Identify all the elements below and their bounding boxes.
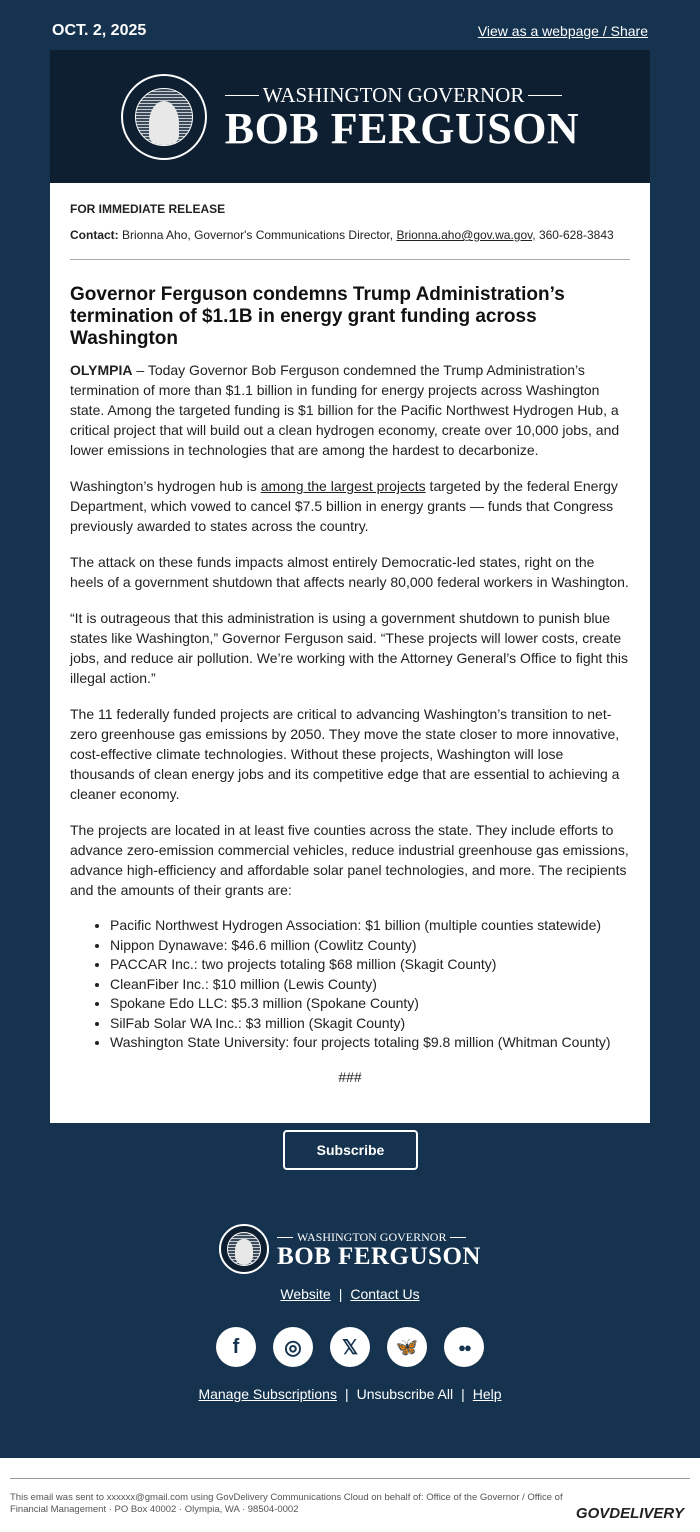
paragraph-2 — [70, 476, 630, 536]
paragraph-text: – Today Governor Bob Ferguson condemned the Trump Administration’s termination of more than $1.1 billion in funding for energy projects across Washington state. Among the targeted funding is $1 billion for the Pacific Northwest Hydrogen Hub, a critical project that will build out a clean hydrogen economy, create over 10,000 jobs, and lower emissions in technologies that are among the hardest to decarbonize. — [70, 362, 620, 458]
brand-name: BOB FERGUSON — [224, 104, 580, 153]
separator: | — [338, 1286, 343, 1302]
manage-subscriptions-link[interactable]: Manage Subscriptions — [198, 1386, 337, 1402]
brand-logo — [224, 83, 580, 153]
bluesky-icon[interactable]: 🦋 — [387, 1327, 427, 1367]
brand-subtitle: WASHINGTON GOVERNOR — [225, 83, 579, 108]
list-item: • Spokane Edo LLC: $5.3 million (Spokane County) — [110, 994, 630, 1014]
paragraph-3: The attack on these funds impacts almost entirely Democratic-led states, right on the heels of a government shutdown that affects nearly 80,000 federal workers in Washington. — [70, 554, 629, 590]
brand-name: BOB FERGUSON — [277, 1242, 481, 1270]
paragraph-text: Washington’s hydrogen hub is — [70, 478, 261, 494]
paragraph-5: The 11 federally funded projects are critical to advancing Washington’s transition to net-zero greenhouse gas emissions by 2050. They move the state closer to more innovative, cost-effective climate technologies. Without these projects, Washington will lose thousands of clean energy jobs and its competitive edge that are essential to achieving a cleaner economy. — [70, 706, 620, 802]
contact-line — [70, 225, 630, 245]
separator: | — [461, 1386, 465, 1402]
facebook-icon[interactable]: f — [216, 1327, 256, 1367]
list-item: • Pacific Northwest Hydrogen Association: $1 billion (multiple counties statewide) — [110, 916, 630, 936]
separator: | — [344, 1386, 349, 1402]
header-banner — [50, 50, 650, 183]
paragraph-text: targeted by the federal Energy Department, which vowed to cancel $7.5 billion in energy grants — funds that Congress previously awarded to states across the country. — [70, 478, 618, 534]
website-link[interactable]: Website — [280, 1286, 331, 1302]
divider — [70, 259, 630, 260]
help-link[interactable]: Help — [472, 1386, 502, 1402]
contact-email-link[interactable]: Brionna.aho@gov.wa.gov, — [396, 228, 536, 242]
social-links — [0, 1327, 700, 1367]
contact-text: Brionna Aho, Governor's Communications Director, — [122, 228, 394, 242]
list-item: • PACCAR Inc.: two projects totaling $68 million (Skagit County) — [110, 955, 630, 975]
list-item: • Washington State University: four projects totaling $9.8 million (Whitman County) — [110, 1033, 630, 1053]
legal-text: This email was sent to xxxxxx@gmail.com using GovDelivery Communications Cloud on behalf of: Office of the Governor / Office of Financial Management · PO Box 40002 · Olympia, WA · 98504-0002 — [10, 1492, 563, 1515]
list-item: • CleanFiber Inc.: $10 million (Lewis County) — [110, 975, 630, 995]
x-icon[interactable]: 𝕏 — [330, 1327, 370, 1367]
contact-phone: 360-628-3843 — [538, 228, 614, 242]
article-title: Governor Ferguson condemns Trump Administration’s termination of $1.1B in energy grant funding across Washington — [70, 284, 565, 349]
largest-projects-link[interactable]: among the largest projects — [260, 478, 426, 494]
state-seal-logo — [219, 1224, 269, 1274]
footer-links — [0, 1286, 700, 1302]
list-item: • Nippon Dynawave: $46.6 million (Cowlitz County) — [110, 936, 630, 956]
contact-label: Contact: — [70, 228, 119, 242]
dateline: OLYMPIA — [70, 362, 133, 378]
footer-logo — [0, 1224, 700, 1274]
subscription-links — [0, 1386, 700, 1402]
subscribe-button[interactable]: Subscribe — [283, 1130, 418, 1170]
state-seal-logo — [121, 74, 207, 160]
paragraph-1 — [70, 360, 630, 460]
flickr-icon[interactable]: ●● — [444, 1327, 484, 1367]
grant-list — [110, 916, 630, 1053]
view-webpage-link[interactable]: View as a webpage / Share — [477, 23, 648, 39]
email-card — [50, 50, 650, 1123]
legal-footer — [10, 1478, 690, 1532]
list-item: • SilFab Solar WA Inc.: $3 million (Skagit County) — [110, 1014, 630, 1034]
paragraph-4: “It is outrageous that this administration is using a government shutdown to punish blue states like Washington,” Governor Ferguson said. “These projects will lower costs, create jobs, and reduce air pollution. We’re working with the Attorney General’s Office to fight this illegal action.” — [70, 610, 628, 686]
unsubscribe-all-link[interactable]: Unsubscribe All — [356, 1386, 454, 1402]
brand-subtitle: WASHINGTON GOVERNOR — [277, 1230, 481, 1245]
release-label: FOR IMMEDIATE RELEASE — [70, 202, 226, 216]
article-body — [50, 183, 650, 1123]
paragraph-6: The projects are located in at least five counties across the state. They include efforts to advance zero-emission commercial vehicles, reduce industrial greenhouse gas emissions, advance high-efficiency and affordable solar panel technologies, and more. The recipients and the amounts of their grants are: — [70, 822, 629, 898]
date: OCT. 2, 2025 — [52, 22, 147, 39]
govdelivery-logo: GOVDELIVERY — [575, 1505, 684, 1522]
end-mark: ### — [338, 1068, 362, 1085]
contact-us-link[interactable]: Contact Us — [350, 1286, 420, 1302]
instagram-icon[interactable]: ◎ — [273, 1327, 313, 1367]
